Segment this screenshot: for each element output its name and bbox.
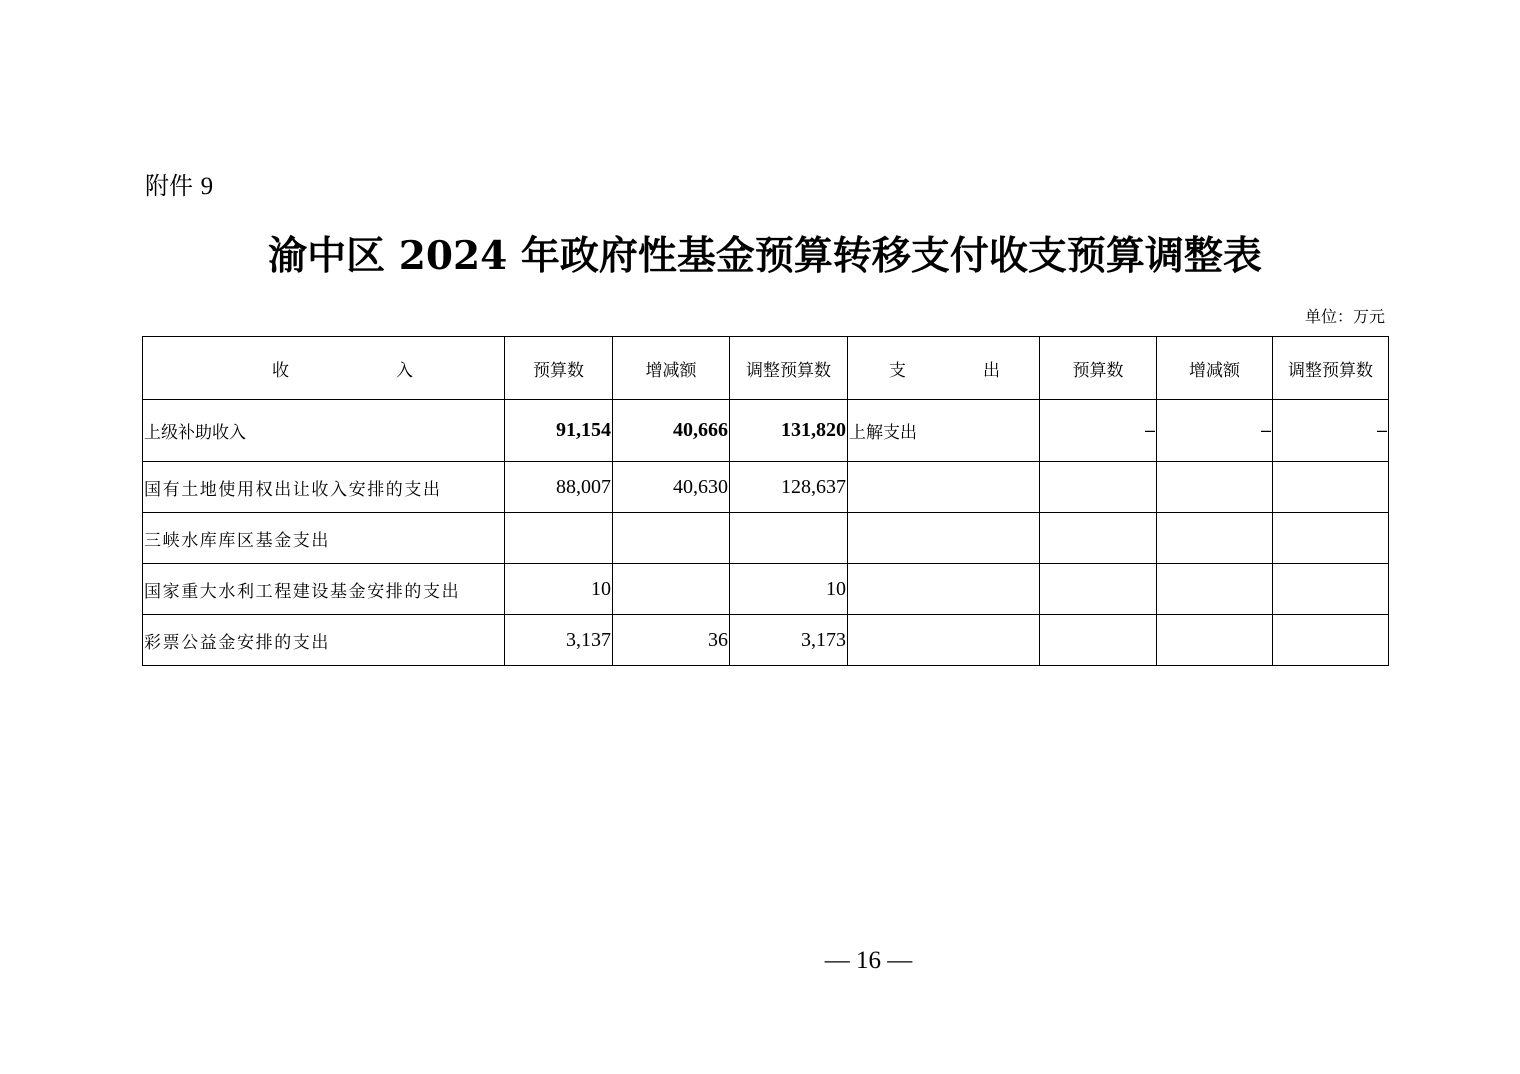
header-expense-adjusted: 调整预算数 <box>1273 337 1389 400</box>
expense-item <box>848 564 1040 615</box>
expense-budget-value: – <box>1040 400 1157 462</box>
income-item: 三峡水库库区基金支出 <box>143 513 505 564</box>
income-item: 国家重大水利工程建设基金安排的支出 <box>143 564 505 615</box>
header-expense-right: 出 <box>983 360 1000 381</box>
header-income-right: 入 <box>396 360 413 381</box>
header-adjusted: 调整预算数 <box>730 337 848 400</box>
unit-label: 单位：万元 <box>1304 307 1385 326</box>
expense-budget-value <box>1040 615 1157 666</box>
budget-value <box>505 513 613 564</box>
income-item: 国有土地使用权出让收入安排的支出 <box>143 462 505 513</box>
header-expense <box>848 337 1040 400</box>
expense-item <box>848 615 1040 666</box>
expense-adjusted-value <box>1273 513 1389 564</box>
page-number: — 16 — <box>824 947 913 974</box>
expense-budget-value <box>1040 513 1157 564</box>
header-expense-left: 支 <box>889 360 906 381</box>
attachment-text: 附件 <box>145 172 193 200</box>
expense-change-value: – <box>1157 400 1273 462</box>
expense-change-value <box>1157 462 1273 513</box>
change-value <box>613 564 730 615</box>
income-item: 上级补助收入 <box>143 400 505 462</box>
page-title: 渝中区 2024 年政府性基金预算转移支付收支预算调整表 <box>268 233 1262 279</box>
table-header-row <box>143 337 1389 400</box>
change-value: 36 <box>613 615 730 666</box>
income-item: 彩票公益金安排的支出 <box>143 615 505 666</box>
adjusted-value: 10 <box>730 564 848 615</box>
budget-adjustment-table <box>142 336 1389 666</box>
expense-change-value <box>1157 564 1273 615</box>
expense-change-value <box>1157 615 1273 666</box>
change-value: 40,666 <box>613 400 730 462</box>
table-row <box>143 400 1389 462</box>
expense-change-value <box>1157 513 1273 564</box>
expense-adjusted-value <box>1273 615 1389 666</box>
table-row <box>143 462 1389 513</box>
expense-budget-value <box>1040 462 1157 513</box>
header-budget: 预算数 <box>505 337 613 400</box>
header-income-left: 收 <box>272 360 289 381</box>
expense-adjusted-value <box>1273 564 1389 615</box>
expense-adjusted-value <box>1273 462 1389 513</box>
table-row <box>143 564 1389 615</box>
budget-value: 10 <box>505 564 613 615</box>
expense-budget-value <box>1040 564 1157 615</box>
expense-item <box>848 513 1040 564</box>
header-expense-change: 增减额 <box>1157 337 1273 400</box>
change-value: 40,630 <box>613 462 730 513</box>
header-change: 增减额 <box>613 337 730 400</box>
adjusted-value <box>730 513 848 564</box>
header-income <box>143 337 505 400</box>
table-row <box>143 615 1389 666</box>
budget-value: 91,154 <box>505 400 613 462</box>
expense-item: 上解支出 <box>848 400 1040 462</box>
adjusted-value: 3,173 <box>730 615 848 666</box>
change-value <box>613 513 730 564</box>
expense-item <box>848 462 1040 513</box>
budget-value: 3,137 <box>505 615 613 666</box>
attachment-number: 9 <box>200 173 214 200</box>
header-expense-budget: 预算数 <box>1040 337 1157 400</box>
adjusted-value: 131,820 <box>730 400 848 462</box>
table-row <box>143 513 1389 564</box>
attachment-label <box>145 170 213 203</box>
budget-value: 88,007 <box>505 462 613 513</box>
adjusted-value: 128,637 <box>730 462 848 513</box>
expense-adjusted-value: – <box>1273 400 1389 462</box>
